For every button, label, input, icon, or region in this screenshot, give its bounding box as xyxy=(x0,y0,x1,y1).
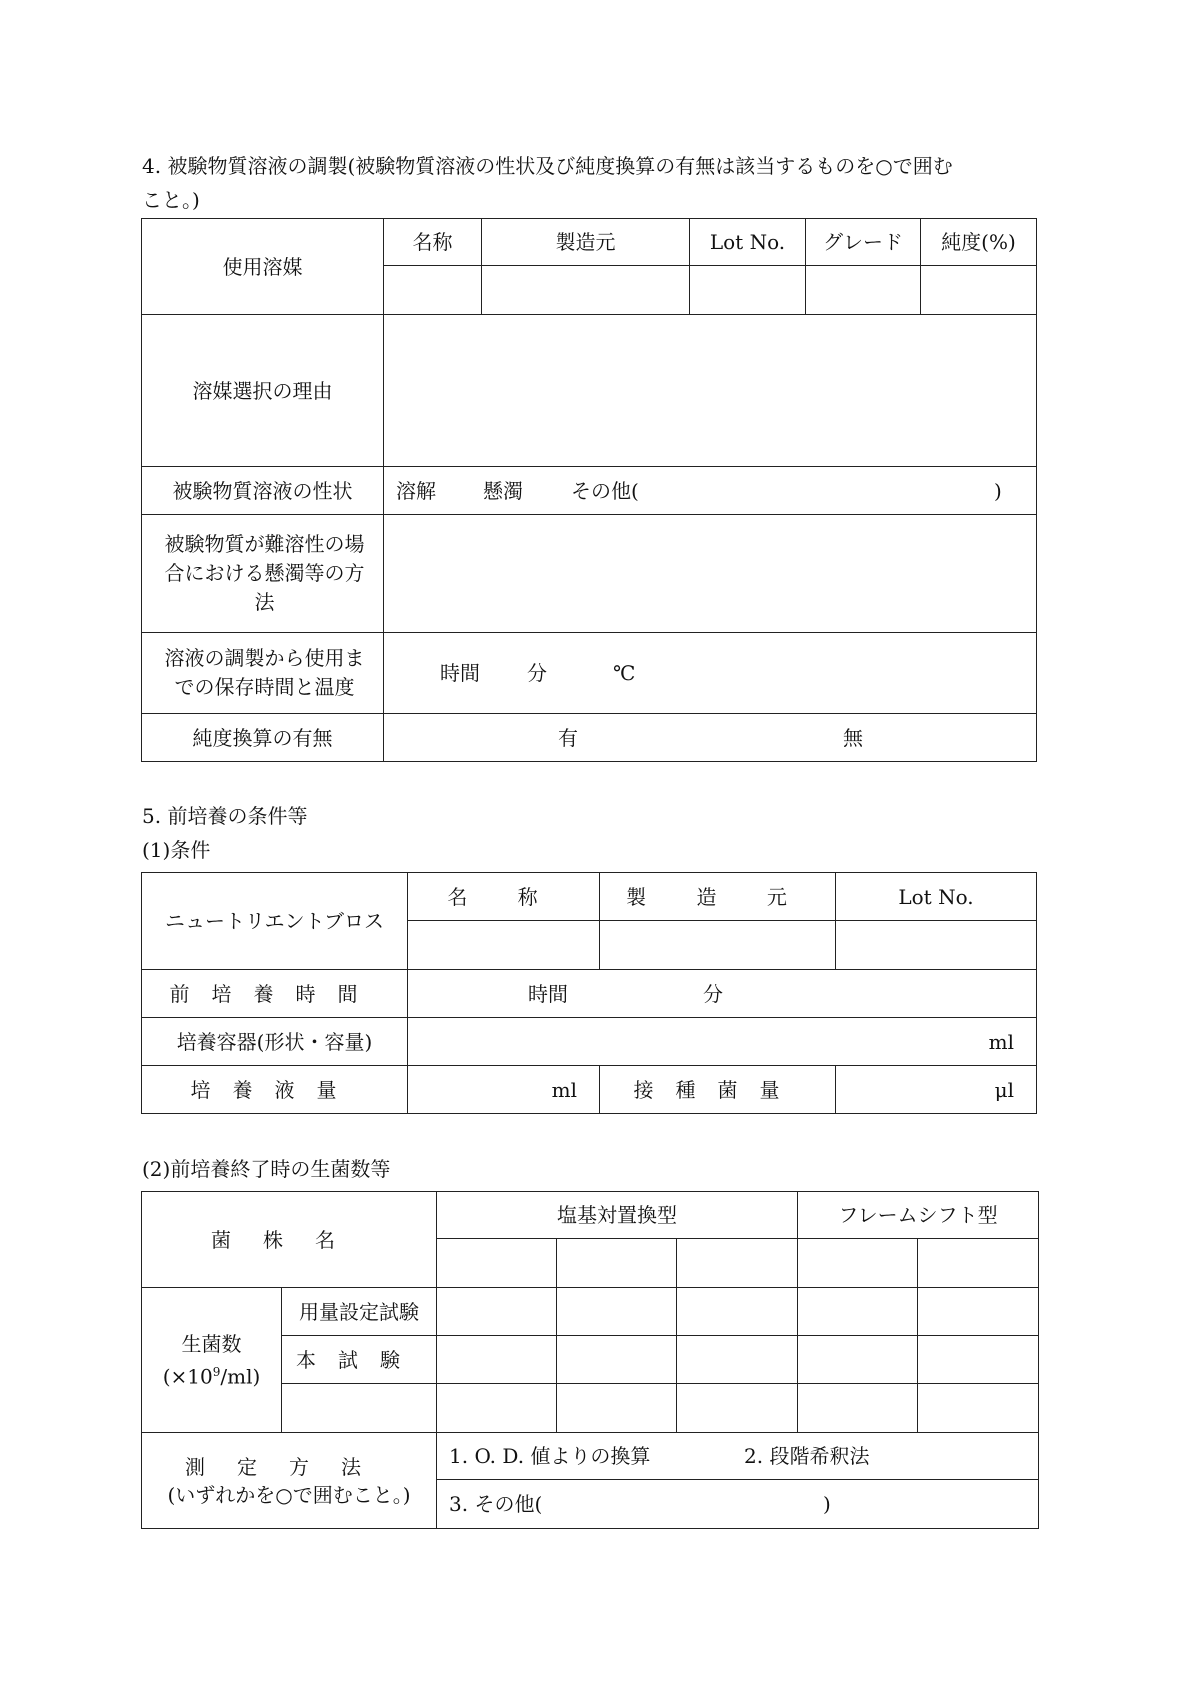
section5-heading: 5. 前培養の条件等 xyxy=(142,804,308,828)
main-test-label: 本試験 xyxy=(282,1336,437,1384)
solvent-lot-cell[interactable] xyxy=(690,266,806,315)
section5-sub1: (1)条件 xyxy=(142,838,211,862)
method-opt-od[interactable]: 1. O. D. 値よりの換算 xyxy=(449,1444,651,1468)
preculture-time-label: 前培養時間 xyxy=(142,970,408,1018)
section4-heading-line1: 4. 被験物質溶液の調製(被験物質溶液の性状及び純度換算の有無は該当するものを○で囲む xyxy=(142,154,953,178)
extra-label-cell[interactable] xyxy=(282,1384,437,1433)
vessel-cell[interactable] xyxy=(408,1018,1037,1066)
inoc-label: 接種菌量 xyxy=(600,1066,836,1114)
col-lot: Lot No. xyxy=(690,219,806,266)
method-opt-other[interactable]: 3. その他( xyxy=(449,1492,543,1516)
strain-cell[interactable] xyxy=(437,1239,557,1288)
viable-unit-post: /ml) xyxy=(220,1364,261,1389)
count-cell[interactable] xyxy=(677,1384,798,1433)
section5-sub2: (2)前培養終了時の生菌数等 xyxy=(142,1157,391,1181)
count-cell[interactable] xyxy=(798,1288,918,1336)
purity-conv-label: 純度換算の有無 xyxy=(142,714,384,762)
storage-temp: ℃ xyxy=(613,661,636,685)
count-cell[interactable] xyxy=(677,1288,798,1336)
strain-cell[interactable] xyxy=(557,1239,677,1288)
broth-name-cell[interactable] xyxy=(408,921,600,970)
purity-conv-cell[interactable] xyxy=(384,714,1037,762)
solution-prep-table xyxy=(141,218,1037,762)
time-min: 分 xyxy=(703,981,723,1006)
count-cell[interactable] xyxy=(437,1288,557,1336)
count-cell[interactable] xyxy=(798,1336,918,1384)
inoc-unit: μl xyxy=(994,1077,1014,1102)
count-cell[interactable] xyxy=(557,1384,677,1433)
col-purity: 純度(%) xyxy=(921,219,1037,266)
property-options[interactable] xyxy=(384,467,1037,515)
solvent-label: 使用溶媒 xyxy=(142,219,384,315)
strain-cell[interactable] xyxy=(918,1239,1039,1288)
method-label-text: 測定方法 xyxy=(185,1454,393,1479)
base-sub-header: 塩基対置換型 xyxy=(437,1192,798,1239)
property-opt-suspended[interactable]: 懸濁 xyxy=(483,478,523,503)
solvent-purity-cell[interactable] xyxy=(921,266,1037,315)
storage-label: 溶液の調製から使用までの保存時間と温度 xyxy=(142,633,384,714)
method-close-paren: ) xyxy=(823,1492,831,1516)
viable-label xyxy=(142,1288,282,1433)
vessel-label: 培養容器(形状・容量) xyxy=(142,1018,408,1066)
insoluble-cell[interactable] xyxy=(384,515,1037,633)
vessel-unit: ml xyxy=(988,1029,1014,1054)
reason-label: 溶媒選択の理由 xyxy=(142,315,384,467)
purity-yes[interactable]: 有 xyxy=(558,725,578,750)
count-cell[interactable] xyxy=(437,1336,557,1384)
broth-col-maker: 製 造 元 xyxy=(600,873,836,921)
col-maker: 製造元 xyxy=(482,219,690,266)
time-hours: 時間 xyxy=(528,981,568,1006)
viable-unit xyxy=(142,1358,281,1391)
solvent-grade-cell[interactable] xyxy=(806,266,921,315)
strain-cell[interactable] xyxy=(677,1239,798,1288)
viable-unit-pre: (×10 xyxy=(162,1364,213,1389)
count-cell[interactable] xyxy=(918,1384,1039,1433)
broth-col-lot: Lot No. xyxy=(836,873,1037,921)
method-options-row2[interactable] xyxy=(437,1480,1039,1529)
reason-cell[interactable] xyxy=(384,315,1037,467)
broth-col-name: 名 称 xyxy=(408,873,600,921)
count-cell[interactable] xyxy=(918,1336,1039,1384)
preculture-time-cell[interactable] xyxy=(408,970,1037,1018)
broth-lot-cell[interactable] xyxy=(836,921,1037,970)
frameshift-header: フレームシフト型 xyxy=(798,1192,1039,1239)
inoc-cell[interactable] xyxy=(836,1066,1037,1114)
property-opt-other[interactable]: その他( xyxy=(571,478,639,503)
culture-vol-label: 培養液量 xyxy=(142,1066,408,1114)
culture-vol-unit: ml xyxy=(551,1077,577,1102)
culture-vol-cell[interactable] xyxy=(408,1066,600,1114)
broth-label: ニュートリエントブロス xyxy=(142,873,408,970)
storage-min: 分 xyxy=(527,661,547,685)
strain-label: 菌株名 xyxy=(142,1192,437,1288)
count-cell[interactable] xyxy=(437,1384,557,1433)
purity-no[interactable]: 無 xyxy=(843,725,863,750)
section4-heading-line2: こと。) xyxy=(142,188,200,212)
method-opt-dilution[interactable]: 2. 段階希釈法 xyxy=(744,1444,870,1468)
viable-label-text: 生菌数 xyxy=(181,1331,242,1356)
solvent-maker-cell[interactable] xyxy=(482,266,690,315)
method-label xyxy=(142,1433,437,1529)
method-note: (いずれかを○で囲むこと。) xyxy=(167,1482,411,1507)
viable-count-table xyxy=(141,1191,1039,1529)
property-label: 被験物質溶液の性状 xyxy=(142,467,384,515)
method-options-row1[interactable] xyxy=(437,1433,1039,1480)
count-cell[interactable] xyxy=(557,1288,677,1336)
broth-maker-cell[interactable] xyxy=(600,921,836,970)
count-cell[interactable] xyxy=(918,1288,1039,1336)
count-cell[interactable] xyxy=(677,1336,798,1384)
property-opt-dissolved[interactable]: 溶解 xyxy=(396,478,436,503)
property-close-paren: ) xyxy=(994,478,1002,503)
dose-test-label: 用量設定試験 xyxy=(282,1288,437,1336)
solvent-name-cell[interactable] xyxy=(384,266,482,315)
col-name: 名称 xyxy=(384,219,482,266)
viable-unit-exp: 9 xyxy=(212,1364,221,1379)
count-cell[interactable] xyxy=(798,1384,918,1433)
strain-cell[interactable] xyxy=(798,1239,918,1288)
count-cell[interactable] xyxy=(557,1336,677,1384)
storage-hours: 時間 xyxy=(440,661,480,685)
storage-cell[interactable] xyxy=(384,633,1037,714)
insoluble-label: 被験物質が難溶性の場合における懸濁等の方法 xyxy=(142,515,384,633)
preculture-conditions-table xyxy=(141,872,1037,1114)
col-grade: グレード xyxy=(806,219,921,266)
